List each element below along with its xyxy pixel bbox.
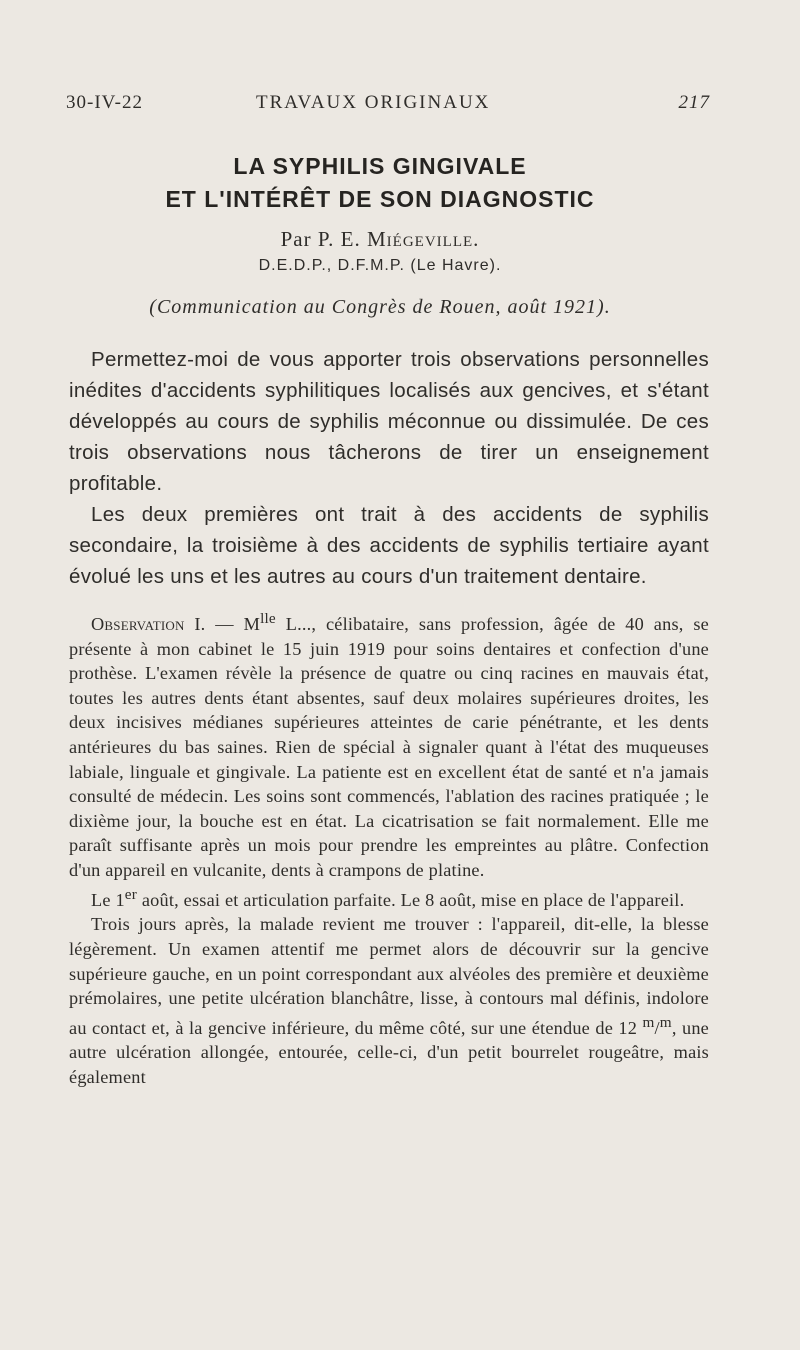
patient-superscript: lle — [260, 610, 276, 627]
page-number: 217 — [678, 92, 710, 113]
running-head-section: TRAVAUX ORIGINAUX — [256, 92, 491, 113]
observation-text: L..., célibataire, sans profession, âgée de 40 ans, se présente à mon cabinet le 15 juin 1919 pour soins dentaires et confection d'une prothèse. L'examen révèle la présence de quatre ou cinq racines en mauvais état, toutes les autres dents étant absentes, sauf deux molaires supérieures droites, les deux incisives médianes supérieures atteintes de carie pénétrante, et les dents antérieures du bas saines. Rien de spécial à signaler quant à l'état des muqueuses labiale, linguale et gingivale. La patiente est en excellent état de santé et n'a jamais consulté de médecin. Les soins sont commencés, l'ablation des racines pratiquée ; le dixième jour, la bouche est en état. La cicatrisation se fait normalement. Elle me paraît suffisante après un mois pour prendre les empreintes au plâtre. Confection d'un appareil en vulcanite, dents à crampons de platine. — [69, 614, 709, 881]
unit-slash: / — [654, 1017, 660, 1038]
intro-paragraph-2: Les deux premières ont trait à des accidents de syphilis secondaire, la troisième à des accidents de syphilis tertiaire ayant évolué les uns et les autres au cours d'un traitement dentaire. — [69, 503, 709, 588]
author-degrees: D.E.D.P., D.F.M.P. (Le Havre). — [258, 257, 502, 274]
intro-paragraph-1: Permettez-moi de vous apporter trois observations personnelles inédites d'accidents syphilitiques localisés aux gencives, et s'étant développés au cours de syphilis méconnue ou dissimulée. De ces trois observations nous tâcherons de tirer un enseignement profitable. — [69, 348, 709, 495]
observation-p2-superscript: er — [124, 885, 138, 903]
observation-dash: — — [205, 614, 244, 635]
patient-prefix: M — [243, 614, 261, 635]
unit-superscript-2: m — [659, 1013, 672, 1031]
author-prefix: Par — [280, 227, 318, 251]
observation-p2-prefix: Le 1 — [91, 889, 125, 910]
article-title-line-1: LA SYPHILIS GINGIVALE — [233, 153, 527, 179]
observation-paragraph-1 — [69, 607, 709, 883]
author-line — [100, 227, 660, 252]
observation-p3-before: Trois jours après, la malade revient me trouver : l'appareil, dit-elle, la blesse légèrement. Un examen attentif me permet alors de découvrir sur la gencive supérieure gauche, en un point correspondant aux alvéoles des première et deuxième prémolaires, une petite ulcération blanchâtre, lisse, à contours mal définis, indolore au contact et, à la gencive inférieure, du même côté, sur une étendue de 12 — [69, 914, 709, 1038]
communication-note: (Communication au Congrès de Rouen, août 1921). — [149, 296, 611, 318]
observation-label: Observation I. — [91, 614, 206, 635]
observation-p2-text: août, essai et articulation parfaite. Le 8 août, mise en place de l'appareil. — [137, 889, 685, 910]
article-body — [69, 344, 709, 1090]
unit-superscript-1: m — [642, 1013, 655, 1031]
author-name: P. E. Miégeville. — [317, 227, 480, 251]
observation-paragraph-2 — [69, 883, 709, 913]
observation-p3-after: , une autre ulcération allongée, entourée, celle-ci, d'un petit bourrelet rougeâtre, mais également — [69, 1017, 709, 1087]
running-head — [66, 92, 710, 120]
article-title-line-2: ET L'INTÉRÊT DE SON DIAGNOSTIC — [165, 186, 595, 212]
observation-paragraph-3 — [69, 912, 709, 1089]
running-head-date: 30-IV-22 — [66, 92, 143, 113]
